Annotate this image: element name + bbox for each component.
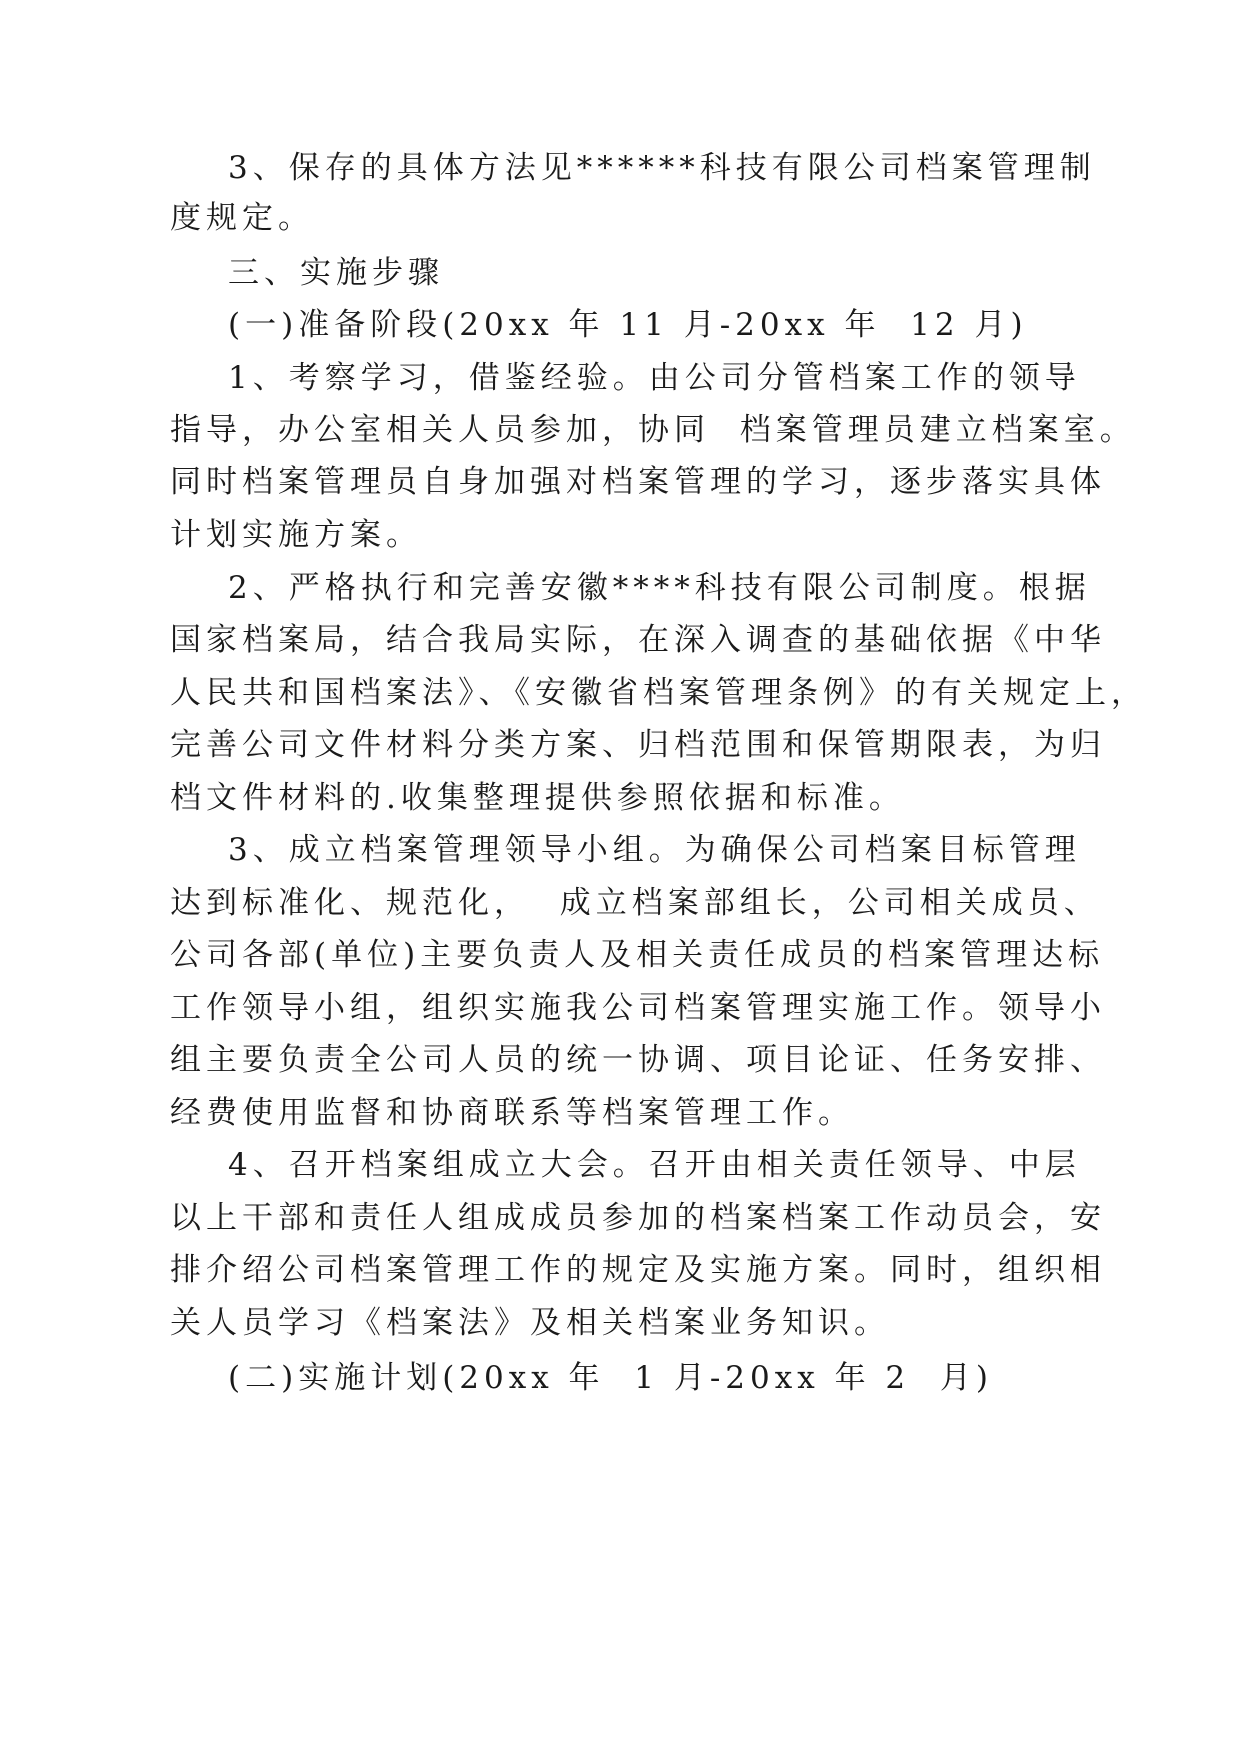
subsection-heading: (二)实施计划(20xx 年 1 月-20xx 年 2 月) [228,1360,993,1396]
paragraph-line: 经费使用监督和协商联系等档案管理工作。 [170,1095,854,1131]
paragraph-line: 计划实施方案。 [170,517,422,553]
paragraph-line: 2、严格执行和完善安徽****科技有限公司制度。根据 [228,570,1091,606]
paragraph-line: 3、保存的具体方法见******科技有限公司档案管理制 [228,150,1096,186]
paragraph-line: 组主要负责全公司人员的统一协调、项目论证、任务安排、 [170,1042,1106,1078]
paragraph-line: 国家档案局，结合我局实际，在深入调查的基础依据《中华 [170,622,1106,658]
paragraph-line: 公司各部(单位)主要负责人及相关责任成员的档案管理达标 [170,937,1105,973]
paragraph-line: 1、考察学习，借鉴经验。由公司分管档案工作的领导 [228,360,1081,396]
paragraph-line: 度规定。 [170,200,314,236]
paragraph-line: 4、召开档案组成立大会。召开由相关责任领导、中层 [228,1147,1081,1183]
paragraph-line: 工作领导小组，组织实施我公司档案管理实施工作。领导小 [170,990,1106,1026]
paragraph-line: 以上干部和责任人组成成员参加的档案档案工作动员会，安 [170,1200,1106,1236]
paragraph-line: 完善公司文件材料分类方案、归档范围和保管期限表，为归 [170,727,1106,763]
paragraph-line: 3、成立档案管理领导小组。为确保公司档案目标管理 [228,832,1081,868]
paragraph-line: 达到标准化、规范化， 成立档案部组长，公司相关成员、 [170,885,1100,921]
subsection-heading: (一)准备阶段(20xx 年 11 月-20xx 年 12 月) [228,307,1028,343]
paragraph-line: 档文件材料的.收集整理提供参照依据和标准。 [170,780,905,816]
paragraph-line: 指导，办公室相关人员参加，协同 档案管理员建立档案室。 [170,412,1136,448]
paragraph-line: 人民共和国档案法》、《安徽省档案管理条例》的有关规定上， [170,675,1147,711]
paragraph-line: 排介绍公司档案管理工作的规定及实施方案。同时，组织相 [170,1252,1106,1288]
paragraph-line: 关人员学习《档案法》及相关档案业务知识。 [170,1305,890,1341]
paragraph-line: 同时档案管理员自身加强对档案管理的学习，逐步落实具体 [170,464,1106,500]
section-heading: 三、实施步骤 [228,255,444,291]
